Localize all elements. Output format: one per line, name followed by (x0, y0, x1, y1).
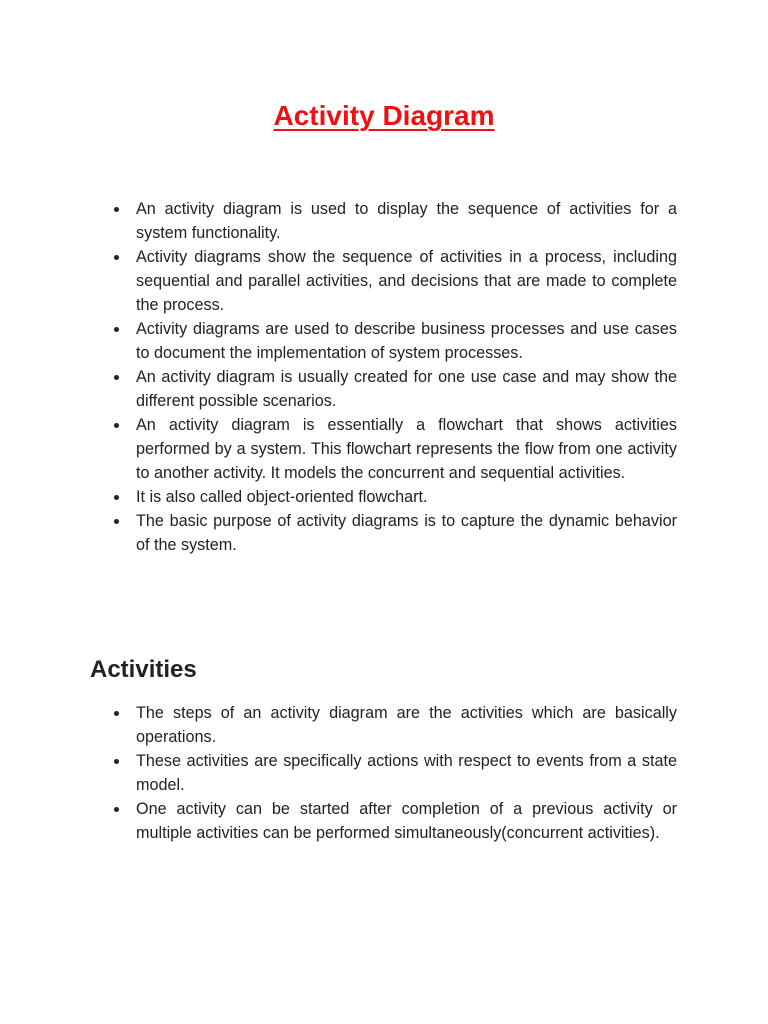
list-item-text: It is also called object-oriented flowchart. (136, 488, 428, 506)
list-item-text: An activity diagram is usually created for one use case and may show the different possible scenarios. (136, 368, 677, 410)
bullet-icon (114, 495, 119, 500)
list-item (110, 797, 677, 845)
activities-bullet-list (110, 701, 677, 845)
list-item (110, 701, 677, 749)
list-item (110, 749, 677, 797)
bullet-icon (114, 423, 119, 428)
section-heading-activities: Activities (90, 656, 197, 683)
bullet-icon (114, 255, 119, 260)
list-item (110, 245, 677, 317)
list-item-text: Activity diagrams are used to describe business processes and use cases to document the implementation of system processes. (136, 320, 677, 362)
bullet-icon (114, 375, 119, 380)
list-item (110, 317, 677, 365)
bullet-icon (114, 759, 119, 764)
list-item-text: Activity diagrams show the sequence of activities in a process, including sequential and parallel activities, and decisions that are made to complete the process. (136, 248, 677, 314)
list-item (110, 365, 677, 413)
bullet-icon (114, 711, 119, 716)
bullet-icon (114, 519, 119, 524)
list-item-text: These activities are specifically actions with respect to events from a state model. (136, 752, 677, 794)
list-item-text: The steps of an activity diagram are the activities which are basically operations. (136, 704, 677, 746)
bullet-icon (114, 807, 119, 812)
list-item (110, 197, 677, 245)
intro-bullet-list (110, 197, 677, 557)
list-item-text: An activity diagram is used to display the sequence of activities for a system functionality. (136, 200, 677, 242)
bullet-icon (114, 327, 119, 332)
list-item (110, 413, 677, 485)
page-title: Activity Diagram (273, 100, 495, 131)
list-item-text: The basic purpose of activity diagrams is to capture the dynamic behavior of the system. (136, 512, 677, 554)
list-item (110, 509, 677, 557)
list-item (110, 485, 677, 509)
list-item-text: One activity can be started after completion of a previous activity or multiple activities can be performed simultaneously(concurrent activities). (136, 800, 677, 842)
list-item-text: An activity diagram is essentially a flowchart that shows activities performed by a system. This flowchart represents the flow from one activity to another activity. It models the concurrent and sequential activities. (136, 416, 677, 482)
bullet-icon (114, 207, 119, 212)
